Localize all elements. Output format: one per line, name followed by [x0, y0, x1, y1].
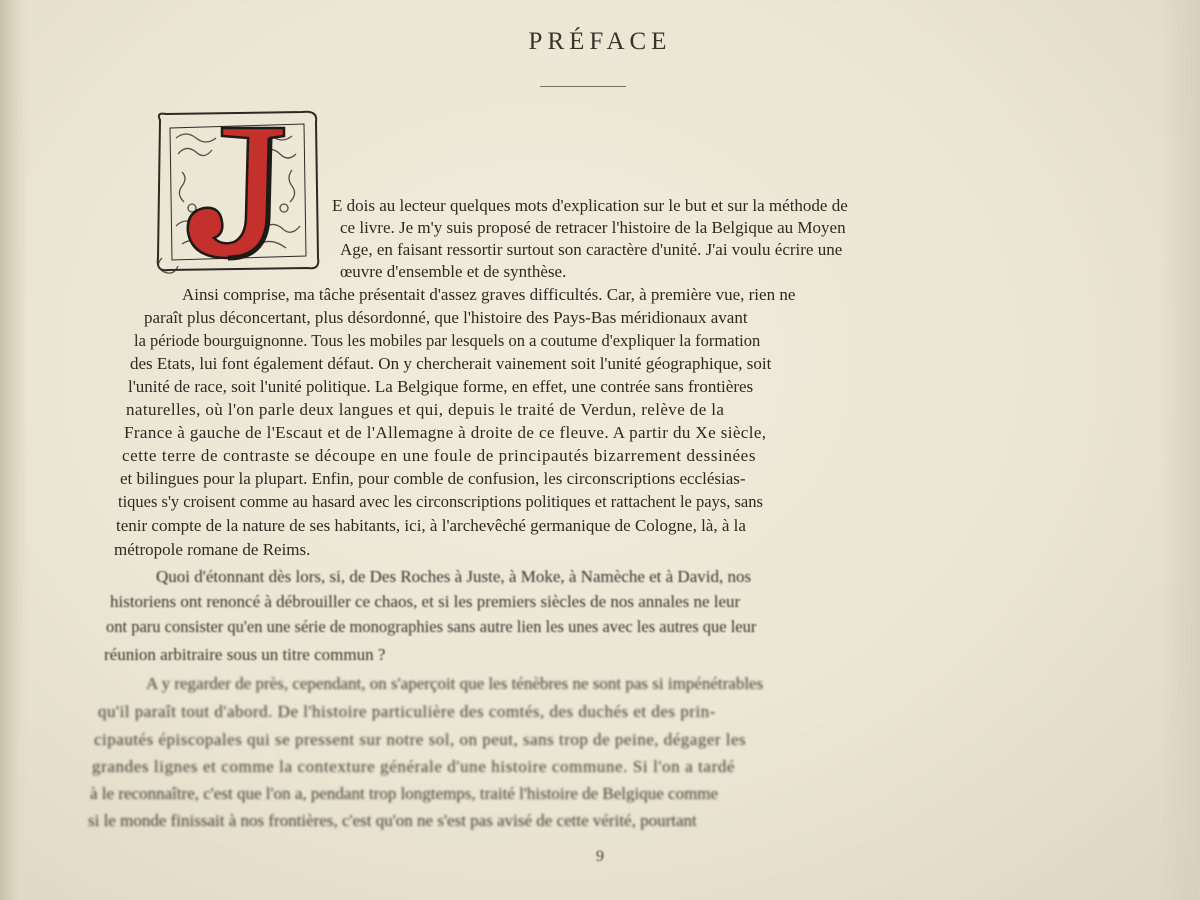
- text-line: réunion arbitraire sous un titre commun ?: [104, 645, 386, 664]
- spine-shadow: [0, 0, 28, 900]
- page-number: 9: [596, 848, 604, 865]
- text-line: cipautés épiscopales qui se pressent sur notre sol, on peut, sans trop de peine, dégager les: [94, 730, 747, 749]
- text-line: œuvre d'ensemble et de synthèse.: [340, 262, 567, 281]
- text-line: A y regarder de près, cependant, on s'aperçoit que les ténèbres ne sont pas si impénétrables: [146, 674, 764, 693]
- text-line: la période bourguignonne. Tous les mobiles par lesquels on a coutume d'expliquer la formation: [134, 331, 761, 350]
- text-line: Ainsi comprise, ma tâche présentait d'assez graves difficultés. Car, à première vue, rien ne: [182, 285, 796, 304]
- text-line: E dois au lecteur quelques mots d'explication sur le but et sur la méthode de: [332, 196, 848, 215]
- text-line: métropole romane de Reims.: [114, 540, 311, 559]
- text-line: à le reconnaître, c'est que l'on a, pendant trop longtemps, traité l'histoire de Belgique comme: [90, 784, 719, 803]
- page-title: PRÉFACE: [528, 28, 672, 55]
- text-line: tenir compte de la nature de ses habitants, ici, à l'archevêché germanique de Cologne, là, à la: [116, 516, 746, 535]
- text-line: Quoi d'étonnant dès lors, si, de Des Roches à Juste, à Moke, à Namèche et à David, nos: [156, 567, 752, 586]
- text-line: grandes lignes et comme la contexture générale d'une histoire commune. Si l'on a tardé: [92, 757, 736, 776]
- text-line: des Etats, lui font également défaut. On y chercherait vainement soit l'unité géographique, soit: [130, 354, 772, 373]
- drop-cap-letter: [188, 128, 284, 258]
- text-line: et bilingues pour la plupart. Enfin, pour comble de confusion, les circonscriptions ecclésias-: [120, 469, 746, 488]
- text-line: l'unité de race, soit l'unité politique. La Belgique forme, en effet, une contrée sans frontières: [128, 377, 754, 396]
- text-line: naturelles, où l'on parle deux langues et qui, depuis le traité de Verdun, relève de la: [126, 400, 725, 419]
- text-line: qu'il paraît tout d'abord. De l'histoire particulière des comtés, des duchés et des prin-: [98, 702, 716, 721]
- text-line: cette terre de contraste se découpe en une foule de principautés bizarrement dessinées: [122, 446, 757, 465]
- text-line: France à gauche de l'Escaut et de l'Allemagne à droite de ce fleuve. A partir du Xe siècle,: [124, 423, 767, 442]
- drop-cap-ornament: [152, 108, 324, 276]
- page-edge-shadow: [1160, 0, 1200, 900]
- text-line: Age, en faisant ressortir surtout son caractère d'unité. J'ai voulu écrire une: [340, 240, 843, 259]
- text-line: paraît plus déconcertant, plus désordonné, que l'histoire des Pays-Bas méridionaux avant: [144, 308, 748, 327]
- text-line: si le monde finissait à nos frontières, c'est qu'on ne s'est pas avisé de cette vérité, pourtant: [88, 811, 697, 830]
- text-line: tiques s'y croisent comme au hasard avec les circonscriptions politiques et rattachent le pays, sans: [118, 492, 763, 511]
- text-line: historiens ont renoncé à débrouiller ce chaos, et si les premiers siècles de nos annales ne leur: [110, 592, 741, 611]
- text-line: ce livre. Je m'y suis proposé de retracer l'histoire de la Belgique au Moyen: [340, 218, 846, 237]
- text-line: ont paru consister qu'en une série de monographies sans autre lien les unes avec les autres que leur: [106, 617, 757, 636]
- title-rule: [540, 86, 626, 87]
